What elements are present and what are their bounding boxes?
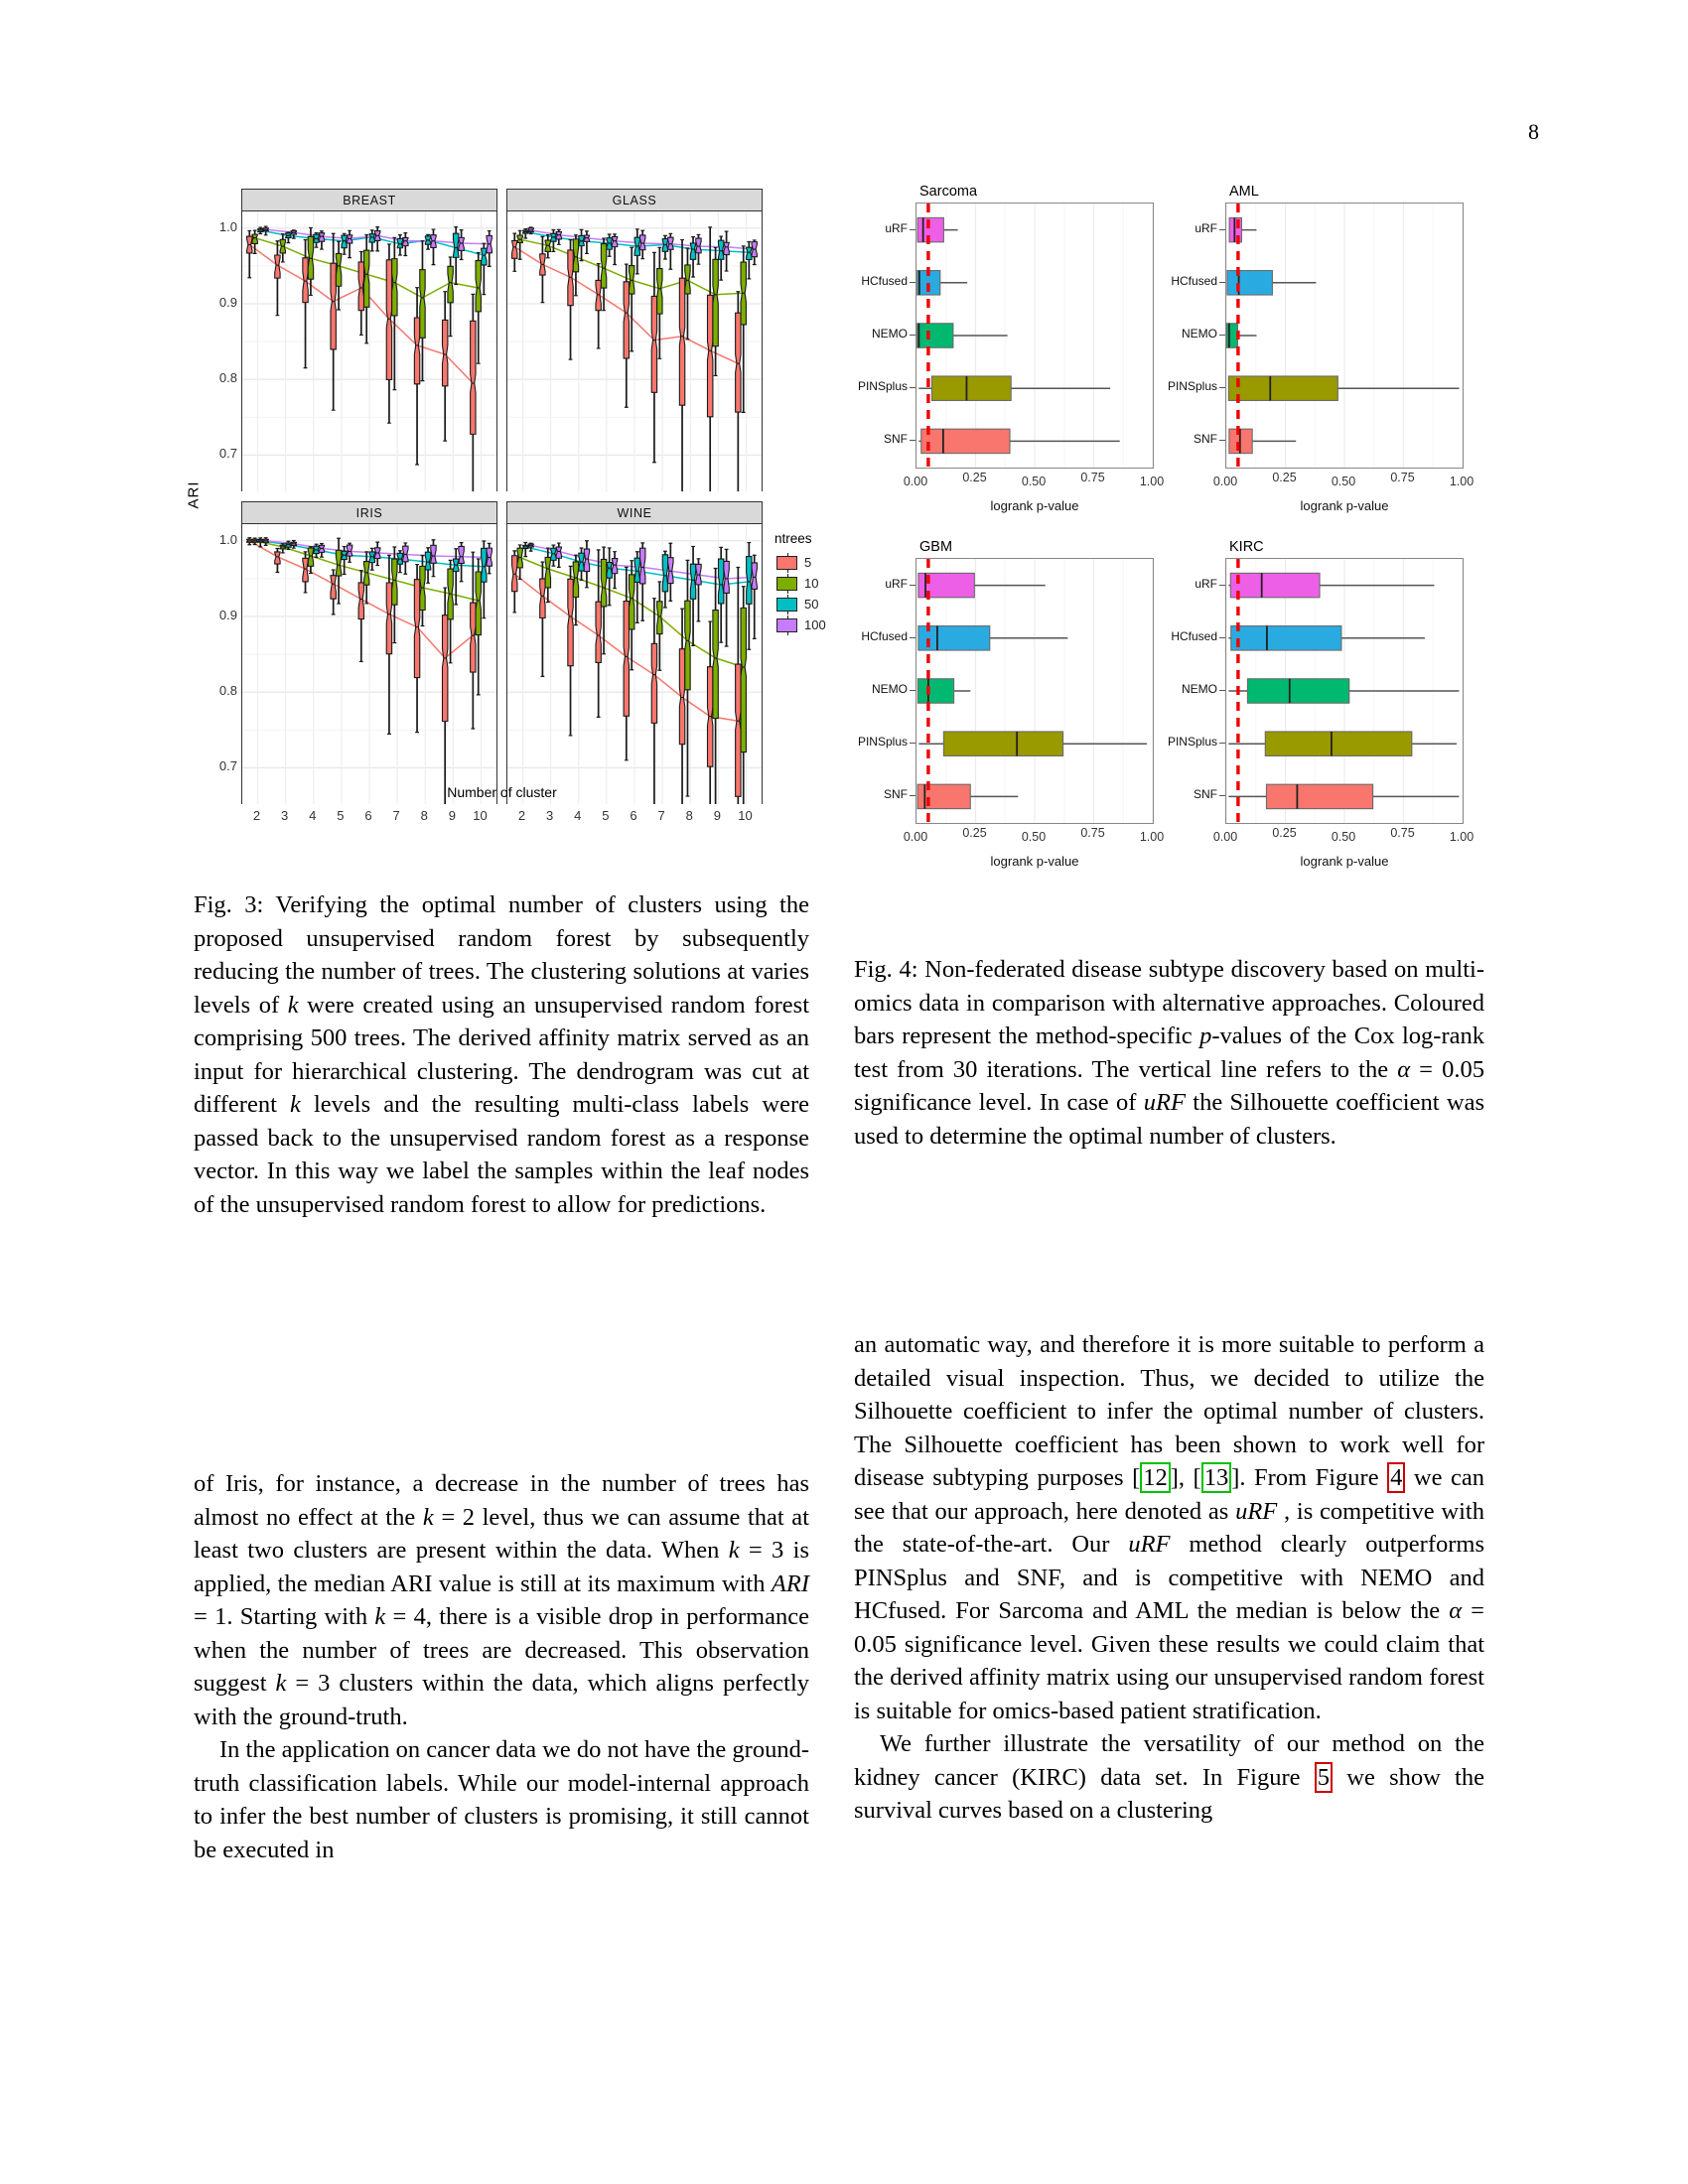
legend-item-label: 100 bbox=[804, 617, 826, 632]
figure-4-x-axis-label: logrank p-value bbox=[1300, 854, 1389, 869]
figure-4-x-tick: 0.75 bbox=[1390, 471, 1415, 484]
figure-4-x-tick: 0.50 bbox=[1331, 475, 1356, 488]
figure-4-x-tick: 0.00 bbox=[903, 475, 928, 488]
figure-3-panel-wine bbox=[506, 501, 763, 804]
figure-4-x-tick: 0.75 bbox=[1080, 826, 1105, 840]
axis-tick bbox=[1219, 440, 1225, 441]
figure-4-x-tick: 0.00 bbox=[1212, 475, 1238, 488]
figure-4-x-tick: 0.25 bbox=[1272, 471, 1297, 484]
figure-4-method-label-nemo: NEMO bbox=[872, 682, 908, 696]
legend-item-ntrees-10 bbox=[774, 573, 844, 594]
figure-4-method-label-snf: SNF bbox=[884, 787, 908, 802]
figure-4-panel-gbm bbox=[854, 539, 1165, 869]
figure-5-reference[interactable]: 5 bbox=[1315, 1762, 1333, 1793]
axis-tick bbox=[910, 585, 915, 586]
axis-tick bbox=[910, 637, 915, 638]
figure-3-x-tick: 7 bbox=[657, 808, 665, 823]
figure-3-legend bbox=[774, 531, 844, 635]
axis-tick bbox=[1219, 585, 1225, 586]
figure-3-x-tick: 10 bbox=[738, 808, 753, 823]
panel-strip-label: WINE bbox=[507, 502, 762, 524]
figure-4-method-label-pinsplus: PINSplus bbox=[857, 735, 908, 750]
panel-plot-area bbox=[507, 524, 762, 804]
figure-4-x-tick: 1.00 bbox=[1449, 830, 1475, 844]
panel-plot-area bbox=[242, 524, 496, 804]
figure-4-method-label-hcfused: HCfused bbox=[1171, 273, 1217, 288]
figure-4-method-label-snf: SNF bbox=[1194, 432, 1217, 447]
figure-3-x-tick: 3 bbox=[545, 808, 554, 823]
citation-13[interactable]: 13 bbox=[1201, 1462, 1232, 1493]
figure-3-x-tick: 8 bbox=[420, 808, 428, 823]
panel-title: Sarcoma bbox=[919, 184, 978, 200]
figure-3-x-axis-label: Number of cluster bbox=[447, 784, 557, 800]
figure-3-panel-breast bbox=[241, 189, 497, 491]
legend-title: ntrees bbox=[774, 531, 812, 546]
panel-title: AML bbox=[1229, 184, 1259, 200]
page-number: 8 bbox=[1528, 119, 1539, 144]
panel-title: KIRC bbox=[1229, 539, 1264, 555]
figure-3-y-axis-label: ARI bbox=[185, 480, 203, 509]
panel-plot-area bbox=[242, 211, 496, 491]
figure-3-y-tick: 0.7 bbox=[218, 446, 237, 462]
figure-3-x-tick: 10 bbox=[473, 808, 488, 823]
figure-3-y-tick: 0.8 bbox=[218, 683, 237, 699]
figure-4-method-label-nemo: NEMO bbox=[872, 327, 908, 341]
figure-4-method-label-urf: uRF bbox=[1195, 220, 1217, 235]
figure-4-method-label-hcfused: HCfused bbox=[861, 273, 908, 288]
panel-strip-label: GLASS bbox=[507, 190, 762, 211]
figure-4-x-axis-label: logrank p-value bbox=[990, 854, 1079, 869]
axis-tick bbox=[1219, 690, 1225, 691]
figure-4-x-axis-label: logrank p-value bbox=[990, 498, 1079, 513]
figure-4-x-tick: 0.25 bbox=[962, 471, 987, 484]
figure-3-x-tick: 5 bbox=[337, 808, 345, 823]
figure-3-x-tick: 5 bbox=[602, 808, 610, 823]
left-paragraph-2: In the application on cancer data we do not have the ground-truth classification labels. While our model-internal approach to infer the best number of clusters is promising, it still cannot be executed in bbox=[194, 1736, 809, 1863]
right-paragraph-2: We further illustrate the versatility of our method on the kidney cancer (KIRC) data set. In Figure 5 we show the survival curves based on a clustering bbox=[854, 1730, 1484, 1824]
figure-3-x-tick: 9 bbox=[448, 808, 456, 823]
figure-3 bbox=[185, 189, 826, 824]
figure-4-x-tick: 1.00 bbox=[1139, 830, 1165, 844]
axis-tick bbox=[1219, 282, 1225, 283]
figure-4-method-label-pinsplus: PINSplus bbox=[1167, 735, 1217, 750]
axis-tick bbox=[1219, 387, 1225, 388]
figure-4 bbox=[854, 184, 1489, 898]
figure-3-panel-glass bbox=[506, 189, 763, 491]
figure-4-x-tick: 0.25 bbox=[1272, 826, 1297, 840]
figure-4-method-label-nemo: NEMO bbox=[1182, 682, 1217, 696]
figure-3-y-tick: 0.7 bbox=[218, 758, 237, 774]
figure-4-x-tick: 0.25 bbox=[962, 826, 987, 840]
figure-4-method-label-pinsplus: PINSplus bbox=[1167, 379, 1217, 394]
figure-3-panel-iris bbox=[241, 501, 497, 804]
figure-3-y-tick: 0.8 bbox=[218, 370, 237, 386]
axis-tick bbox=[1219, 229, 1225, 230]
panel-strip-label: BREAST bbox=[242, 190, 496, 211]
plot-frame bbox=[915, 203, 1154, 469]
figure-3-x-tick: 4 bbox=[309, 808, 317, 823]
legend-item-label: 10 bbox=[804, 576, 819, 591]
figure-3-y-tick: 1.0 bbox=[218, 218, 237, 234]
figure-3-x-tick: 7 bbox=[392, 808, 400, 823]
legend-item-label: 5 bbox=[804, 555, 812, 570]
axis-tick bbox=[910, 795, 915, 796]
figure-3-x-tick: 6 bbox=[630, 808, 637, 823]
figure-4-method-label-urf: uRF bbox=[885, 220, 908, 235]
figure-3-x-tick: 2 bbox=[252, 808, 261, 823]
right-paragraph-1: an automatic way, and therefore it is more suitable to perform a detailed visual inspection. Thus, we decided to utilize the Silhouette coefficient to infer the optimal number of clusters. The Silhouette coefficient has been shown to work well for disease subtyping purposes [ 12 ], [ 13 ]. From Figure 4 we can see that our approach, here denoted as uRF , is competitive with the state-of-the-art. Our uRF method clearly outperforms PINSplus and SNF, and is competitive with NEMO and HCfused. For Sarcoma and AML the median is below the α = 0.05 significance level. Given these results we could claim that the derived affinity matrix using our unsupervised random forest is suitable for omics-based patient stratification. bbox=[854, 1331, 1484, 1724]
figure-3-x-tick: 3 bbox=[280, 808, 289, 823]
figure-3-x-tick: 9 bbox=[713, 808, 721, 823]
figure-4-x-tick: 0.00 bbox=[903, 830, 928, 844]
figure-4-x-tick: 0.50 bbox=[1021, 475, 1047, 488]
figure-4-method-label-snf: SNF bbox=[884, 432, 908, 447]
legend-item-ntrees-50 bbox=[774, 594, 844, 614]
figure-3-y-tick: 0.9 bbox=[218, 294, 237, 310]
figure-4-method-label-urf: uRF bbox=[885, 576, 908, 591]
figure-3-y-tick: 0.9 bbox=[218, 607, 237, 622]
panel-strip-label: IRIS bbox=[242, 502, 496, 524]
panel-title: GBM bbox=[919, 539, 953, 555]
plot-frame bbox=[1225, 203, 1464, 469]
axis-tick bbox=[910, 335, 915, 336]
left-paragraph-1: of Iris, for instance, a decrease in the number of trees has almost no effect at the k = 2 level, thus we can assume that at least two clusters are present within the data. When k = 3 is applied, the median ARI value is still at its maximum with ARI = 1. Starting with k = 4, there is a visible drop in performance when the number of trees are decreased. This observation suggest k = 3 clusters within the data, which aligns perfectly with the ground-truth. bbox=[194, 1470, 809, 1730]
figure-4-x-tick: 0.00 bbox=[1212, 830, 1238, 844]
legend-item-ntrees-5 bbox=[774, 552, 844, 573]
figure-4-panel-kirc bbox=[1164, 539, 1475, 869]
legend-color-key bbox=[776, 598, 797, 612]
axis-tick bbox=[1219, 637, 1225, 638]
figure-4-panel-aml bbox=[1164, 184, 1475, 513]
axis-tick bbox=[910, 440, 915, 441]
figure-4-x-tick: 0.50 bbox=[1331, 830, 1356, 844]
axis-tick bbox=[910, 282, 915, 283]
legend-color-key bbox=[776, 577, 797, 591]
figure-4-x-tick: 1.00 bbox=[1449, 475, 1475, 488]
figure-4-x-tick: 0.50 bbox=[1021, 830, 1047, 844]
axis-tick bbox=[910, 690, 915, 691]
figure-4-panel-sarcoma bbox=[854, 184, 1165, 513]
axis-tick bbox=[910, 743, 915, 744]
figure-3-x-tick: 4 bbox=[574, 808, 582, 823]
axis-tick bbox=[1219, 795, 1225, 796]
figure-4-method-label-urf: uRF bbox=[1195, 576, 1217, 591]
figure-3-x-tick: 8 bbox=[685, 808, 693, 823]
figure-4-x-tick: 0.75 bbox=[1390, 826, 1415, 840]
figure-3-caption: Fig. 3: Verifying the optimal number of clusters using the proposed unsupervised random forest by subsequently reducing the number of trees. The clustering solutions at varies levels of k were created using an unsupervised random forest comprising 500 trees. The derived affinity matrix served as an input for hierarchical clustering. The dendrogram was cut at different k levels and the resulting multi-class labels were passed back to the unsupervised random forest as a response vector. In this way we label the samples within the leaf nodes of the unsupervised random forest to allow for predictions. bbox=[194, 891, 809, 1218]
figure-4-x-tick: 1.00 bbox=[1139, 475, 1165, 488]
citation-12[interactable]: 12 bbox=[1140, 1462, 1171, 1493]
figure-4-reference[interactable]: 4 bbox=[1387, 1462, 1405, 1493]
plot-frame bbox=[1225, 558, 1464, 824]
legend-item-label: 50 bbox=[804, 597, 819, 612]
plot-frame bbox=[915, 558, 1154, 824]
figure-3-x-tick: 2 bbox=[517, 808, 526, 823]
axis-tick bbox=[910, 229, 915, 230]
figure-4-caption: Fig. 4: Non-federated disease subtype discovery based on multi-omics data in comparison with alternative approaches. Coloured bars represent the method-specific p-values of the Cox log-rank test from 30 iterations. The vertical line refers to the α = 0.05 significance level. In case of uRF the Silhouette coefficient was used to determine the optimal number of clusters. bbox=[854, 956, 1484, 1150]
legend-color-key bbox=[776, 618, 797, 632]
figure-4-method-label-hcfused: HCfused bbox=[1171, 628, 1217, 643]
figure-4-x-axis-label: logrank p-value bbox=[1300, 498, 1389, 513]
legend-item-ntrees-100 bbox=[774, 614, 844, 635]
figure-4-x-tick: 0.75 bbox=[1080, 471, 1105, 484]
figure-4-method-label-hcfused: HCfused bbox=[861, 628, 908, 643]
axis-tick bbox=[910, 387, 915, 388]
figure-4-method-label-nemo: NEMO bbox=[1182, 327, 1217, 341]
figure-4-method-label-snf: SNF bbox=[1194, 787, 1217, 802]
figure-3-x-tick: 6 bbox=[364, 808, 372, 823]
figure-4-method-label-pinsplus: PINSplus bbox=[857, 379, 908, 394]
panel-plot-area bbox=[507, 211, 762, 491]
figure-3-y-tick: 1.0 bbox=[218, 531, 237, 547]
axis-tick bbox=[1219, 743, 1225, 744]
legend-color-key bbox=[776, 556, 797, 570]
axis-tick bbox=[1219, 335, 1225, 336]
